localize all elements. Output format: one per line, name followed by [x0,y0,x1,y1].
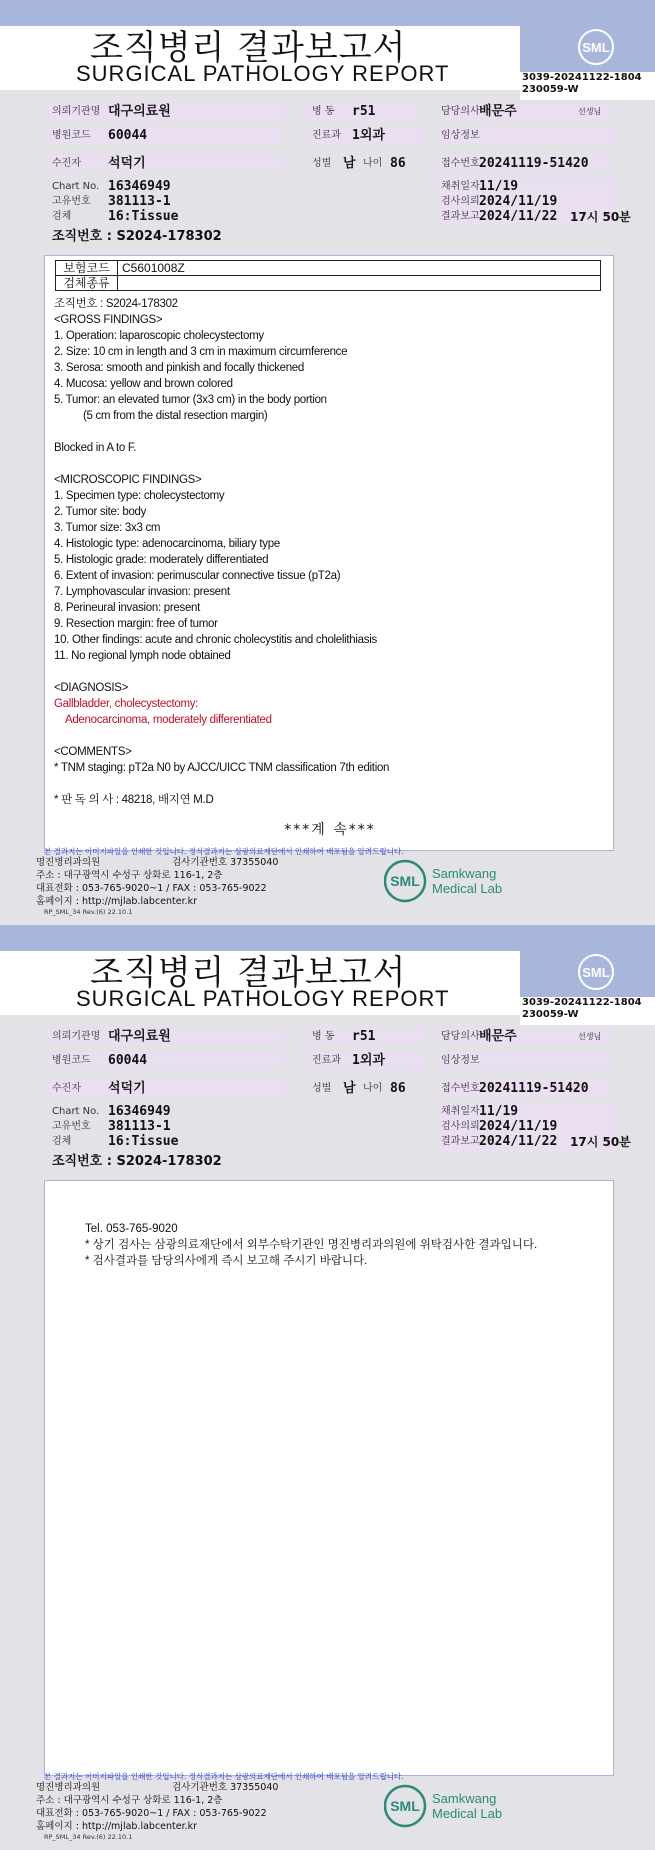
report-line: 1. Specimen type: cholecystectomy [54,490,225,502]
specimen-value: 16:Tissue [108,1134,179,1149]
footer-web: 홈페이지 : http://mjlab.labcenter.kr [36,1821,198,1832]
dept-label: 진료과 [312,1055,341,1066]
report-text-page-1 [54,296,604,808]
result-value: 2024/11/22 [479,1134,558,1149]
report-line: 2. Tumor site: body [54,506,147,518]
unique-label: 고유번호 [52,1121,91,1132]
age-label: 나이 [363,1083,383,1094]
report-body-page-2 [44,1180,614,1776]
svg-text:SML: SML [582,40,610,55]
sex-label: 성별 [312,1083,332,1094]
doctor-value: 배문주 [479,104,517,119]
report-line [54,424,604,440]
report-line [54,456,604,472]
specimen-value: 16:Tissue [108,209,179,224]
sex-value: 남 [343,1081,356,1096]
sex-label: 성별 [312,158,332,169]
hospital-label: 의뢰기관명 [52,1031,101,1042]
receipt-label: 접수번호 [441,1083,480,1094]
report-line: Adenocarcinoma, moderately differentiated [54,714,272,726]
specimen-type-label: 검체종류 [56,276,118,291]
report-body-page-1 [44,255,614,851]
chart-value: 16346949 [108,179,171,194]
result-label: 결과보고 [441,211,480,222]
hospital-value: 대구의료원 [108,104,171,119]
dept-value: 1외과 [352,128,385,143]
report-line: Tel. 053-765-9020 [85,1223,178,1235]
report-line: 10. Other findings: acute and chronic cholecystitis and cholelithiasis [54,634,377,646]
svg-text:SML: SML [390,1798,420,1814]
report-line: 5. Tumor: an elevated tumor (3x3 cm) in the body portion [54,394,327,406]
svg-text:Medical Lab: Medical Lab [432,881,503,896]
report-line: 3. Serosa: smooth and pinkish and focally thickened [54,362,304,374]
receipt-value: 20241119-51420 [479,156,589,171]
document-id: 3039-20241122-1804 230059-W [522,72,642,95]
report-line: (5 cm from the distal resection margin) [54,410,268,422]
footer-org: 명진병리과의원 [36,857,101,868]
revision-code: RP_SML_34 Rev.(6) 22.10.1 [44,908,133,916]
ward-value: r51 [352,104,376,119]
report-line [54,776,604,792]
svg-text:Samkwang: Samkwang [432,866,497,881]
collect-label: 채취일자 [441,1106,480,1117]
report-line: 2. Size: 10 cm in length and 3 cm in maximum circumference [54,346,348,358]
report-line: 9. Resection margin: free of tumor [54,618,218,630]
report-line: 4. Histologic type: adenocarcinoma, biliary type [54,538,280,550]
sml-badge-icon [577,28,615,66]
chart-value: 16346949 [108,1104,171,1119]
doctor-label: 담당의사 [441,1031,480,1042]
specimen-label: 검체 [52,1136,72,1147]
chart-label: Chart No. [52,181,100,192]
report-line: 7. Lymphovascular invasion: present [54,586,230,598]
report-page-2 [0,925,655,1850]
report-line: 조직번호 : S2024-178302 [54,298,178,310]
unique-value: 381113-1 [108,194,171,209]
footer-tel: 대표전화 : 053-765-9020~1 / FAX : 053-765-9022 [36,1808,267,1819]
doctor-value: 배문주 [479,1029,517,1044]
svg-text:SML: SML [582,965,610,980]
report-line: Blocked in A to F. [54,442,137,454]
print-notice: 본 결과지는 이미지파일을 인쇄한 것입니다. 정식결과지는 삼광의료재단에서 인쇄하여 배포됨을 알려드립니다. [44,847,404,856]
dept-label: 진료과 [312,130,341,141]
sml-logo-icon [384,1783,534,1829]
collect-label: 채취일자 [441,181,480,192]
ward-label: 병 동 [312,106,335,117]
clinical-label: 임상정보 [441,1055,480,1066]
age-value: 86 [390,1081,406,1096]
footer-tel: 대표전화 : 053-765-9020~1 / FAX : 053-765-9022 [36,883,267,894]
hospcode-value: 60044 [108,128,148,143]
age-label: 나이 [363,158,383,169]
hospcode-label: 병원코드 [52,1055,91,1066]
print-notice: 본 결과지는 이미지파일을 인쇄한 것입니다. 정식결과지는 삼광의료재단에서 인쇄하여 배포됨을 알려드립니다. [44,1772,404,1781]
specimen-label: 검체 [52,211,72,222]
receipt-label: 접수번호 [441,158,480,169]
insurance-code-label: 보험코드 [56,261,118,276]
report-line: * 판 독 의 사 : 48218, 배지연 M.D [54,794,214,806]
report-line: <COMMENTS> [54,746,132,758]
footer-reg-number: 검사기관번호 37355040 [172,857,279,868]
age-value: 86 [390,156,406,171]
hospital-label: 의뢰기관명 [52,106,101,117]
continued-marker: ***계 속*** [284,822,376,838]
footer-reg-number: 검사기관번호 37355040 [172,1782,279,1793]
footer-org: 명진병리과의원 [36,1782,101,1793]
svg-text:SML: SML [390,873,420,889]
footer-web: 홈페이지 : http://mjlab.labcenter.kr [36,896,198,907]
footer-address: 주소 : 대구광역시 수성구 상화로 116-1, 2층 [36,1795,223,1806]
request-label: 검사의뢰 [441,1121,480,1132]
tissue-number: 조직번호 : S2024-178302 [52,1154,222,1169]
report-line: 6. Extent of invasion: perimuscular connective tissue (pT2a) [54,570,341,582]
clinical-label: 임상정보 [441,130,480,141]
code-table [55,260,601,291]
collect-value: 11/19 [479,179,519,194]
receipt-value: 20241119-51420 [479,1081,589,1096]
title-korean: 조직병리 결과보고서 [90,28,407,68]
report-line: 11. No regional lymph node obtained [54,650,231,662]
svg-text:Samkwang: Samkwang [432,1791,497,1806]
hospcode-value: 60044 [108,1053,148,1068]
header-band [0,925,655,951]
report-line: * 검사결과를 담당의사에게 즉시 보고해 주시기 바랍니다. [85,1255,368,1267]
hospital-value: 대구의료원 [108,1029,171,1044]
revision-code: RP_SML_34 Rev.(6) 22.10.1 [44,1833,133,1841]
collect-value: 11/19 [479,1104,519,1119]
report-text-page-2 [85,1221,605,1269]
document-id: 3039-20241122-1804 230059-W [522,997,642,1020]
sml-badge-icon [577,953,615,991]
title-english: SURGICAL PATHOLOGY REPORT [76,61,450,86]
report-line: 3. Tumor size: 3x3 cm [54,522,161,534]
doctor-suffix: 선생님 [578,1032,602,1041]
patient-label: 수진자 [52,1083,81,1094]
header-band [0,0,655,26]
report-line [54,728,604,744]
report-line: Gallbladder, cholecystectomy: [54,698,199,710]
result-time: 17시 50분 [570,210,631,224]
result-time: 17시 50분 [570,1135,631,1149]
unique-value: 381113-1 [108,1119,171,1134]
report-line: 1. Operation: laparoscopic cholecystectomy [54,330,264,342]
request-value: 2024/11/19 [479,1119,558,1134]
svg-text:Medical Lab: Medical Lab [432,1806,503,1821]
request-label: 검사의뢰 [441,196,480,207]
request-value: 2024/11/19 [479,194,558,209]
hospcode-label: 병원코드 [52,130,91,141]
report-line: <DIAGNOSIS> [54,682,129,694]
patient-value: 석덕기 [108,1081,146,1096]
result-label: 결과보고 [441,1136,480,1147]
result-value: 2024/11/22 [479,209,558,224]
report-line [54,664,604,680]
sex-value: 남 [343,156,356,171]
patient-label: 수진자 [52,158,81,169]
insurance-code-value: C5601008Z [118,261,601,276]
title-korean: 조직병리 결과보고서 [90,953,407,993]
chart-label: Chart No. [52,1106,100,1117]
report-line: <GROSS FINDINGS> [54,314,163,326]
report-line: 4. Mucosa: yellow and brown colored [54,378,233,390]
unique-label: 고유번호 [52,196,91,207]
dept-value: 1외과 [352,1053,385,1068]
doctor-suffix: 선생님 [578,107,602,116]
specimen-type-value [118,276,601,291]
ward-value: r51 [352,1029,376,1044]
tissue-number: 조직번호 : S2024-178302 [52,229,222,244]
report-line: * TNM staging: pT2a N0 by AJCC/UICC TNM classification 7th edition [54,762,390,774]
footer-address: 주소 : 대구광역시 수성구 상화로 116-1, 2층 [36,870,223,881]
report-line: 8. Perineural invasion: present [54,602,201,614]
doctor-label: 담당의사 [441,106,480,117]
sml-logo-icon [384,858,534,904]
ward-label: 병 동 [312,1031,335,1042]
title-english: SURGICAL PATHOLOGY REPORT [76,986,450,1011]
report-line: * 상기 검사는 삼광의료재단에서 외부수탁기관인 명진병리과의원에 위탁검사한 결과입니다. [85,1239,538,1251]
report-line: <MICROSCOPIC FINDINGS> [54,474,202,486]
report-line: 5. Histologic grade: moderately differentiated [54,554,269,566]
patient-value: 석덕기 [108,156,146,171]
